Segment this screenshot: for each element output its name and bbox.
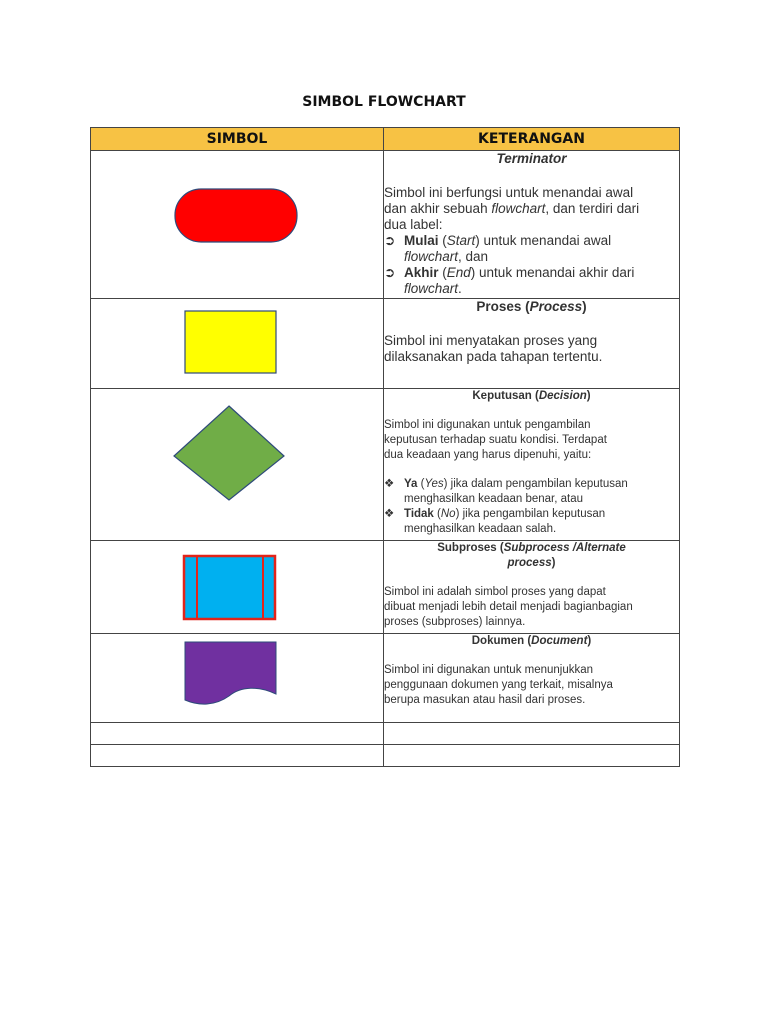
empty-cell xyxy=(384,723,680,745)
table-row xyxy=(91,389,680,541)
empty-cell xyxy=(91,745,384,767)
list-item: ➲ Akhir (End) untuk menandai akhir dari flowchart. xyxy=(384,265,635,296)
row-heading: Proses (Process) xyxy=(476,299,587,314)
empty-cell xyxy=(384,745,680,767)
row-heading: Dokumen (Document) xyxy=(471,635,592,647)
subprocess-symbol xyxy=(91,541,384,634)
header-symbol: SIMBOL xyxy=(91,128,384,151)
body-line: Simbol ini berfungsi untuk menandai awal xyxy=(384,185,634,200)
body-line: , dan terdiri dari xyxy=(545,201,640,216)
symbol-cell-decision xyxy=(91,389,384,541)
symbol-cell-terminator xyxy=(91,151,384,299)
symbol-table xyxy=(90,127,680,767)
diamond-bullet-icon: ❖ xyxy=(384,478,395,490)
body-line: berupa masukan atau hasil dari proses. xyxy=(384,694,586,706)
body-term: flowchart xyxy=(491,201,546,216)
decision-symbol xyxy=(91,389,384,541)
body-line: Simbol ini menyatakan proses yang xyxy=(384,333,598,348)
document-symbol xyxy=(91,634,384,723)
description-decision xyxy=(384,389,680,541)
symbol-cell-subprocess xyxy=(91,541,384,634)
body-line: dilaksanakan pada tahapan tertentu. xyxy=(384,349,603,364)
description-document xyxy=(384,634,680,723)
body-line: proses (subproses) lainnya. xyxy=(384,616,526,628)
row-heading: Terminator xyxy=(496,151,567,166)
description-subprocess xyxy=(384,541,680,634)
row-heading: Subproses (Subprocess /Alternate process) xyxy=(437,542,626,569)
body-line: dua keadaan yang harus dipenuhi, yaitu: xyxy=(384,449,592,461)
body-line: dan akhir sebuah xyxy=(384,201,492,216)
arrow-bullet-icon: ➲ xyxy=(384,265,396,280)
terminator-symbol xyxy=(91,151,384,299)
diamond-bullet-icon: ❖ xyxy=(384,508,395,520)
body-line: dua label: xyxy=(384,217,443,232)
symbol-cell-process xyxy=(91,299,384,389)
list-item: ➲ Mulai (Start) untuk menandai awal flowchart, dan xyxy=(384,233,612,264)
table-row-empty xyxy=(91,745,680,767)
list-item: ❖ Tidak (No) jika pengambilan keputusan menghasilkan keadaan salah. xyxy=(384,508,606,535)
table-row xyxy=(91,299,680,389)
arrow-bullet-icon: ➲ xyxy=(384,233,396,248)
table-header-row xyxy=(91,128,680,151)
body-line: Simbol ini digunakan untuk pengambilan xyxy=(384,419,591,431)
table-row xyxy=(91,634,680,723)
body-line: keputusan terhadap suatu kondisi. Terdapat xyxy=(384,434,607,446)
body-line: dibuat menjadi lebih detail menjadi bagianbagian xyxy=(384,601,633,613)
header-description: KETERANGAN xyxy=(384,128,680,151)
description-terminator xyxy=(384,151,680,299)
table-row xyxy=(91,541,680,634)
symbol-cell-document xyxy=(91,634,384,723)
page-title: SIMBOL FLOWCHART xyxy=(302,94,466,110)
list-item: ❖ Ya (Yes) jika dalam pengambilan keputusan menghasilkan keadaan benar, atau xyxy=(384,478,628,505)
empty-cell xyxy=(91,723,384,745)
table-row-empty xyxy=(91,723,680,745)
row-heading: Keputusan (Decision) xyxy=(472,390,591,402)
table-row xyxy=(91,151,680,299)
body-line: Simbol ini adalah simbol proses yang dapat xyxy=(384,586,606,598)
body-line: penggunaan dokumen yang terkait, misalnya xyxy=(384,679,613,691)
process-symbol xyxy=(91,299,384,389)
description-process xyxy=(384,299,680,389)
body-line: Simbol ini digunakan untuk menunjukkan xyxy=(384,664,594,676)
